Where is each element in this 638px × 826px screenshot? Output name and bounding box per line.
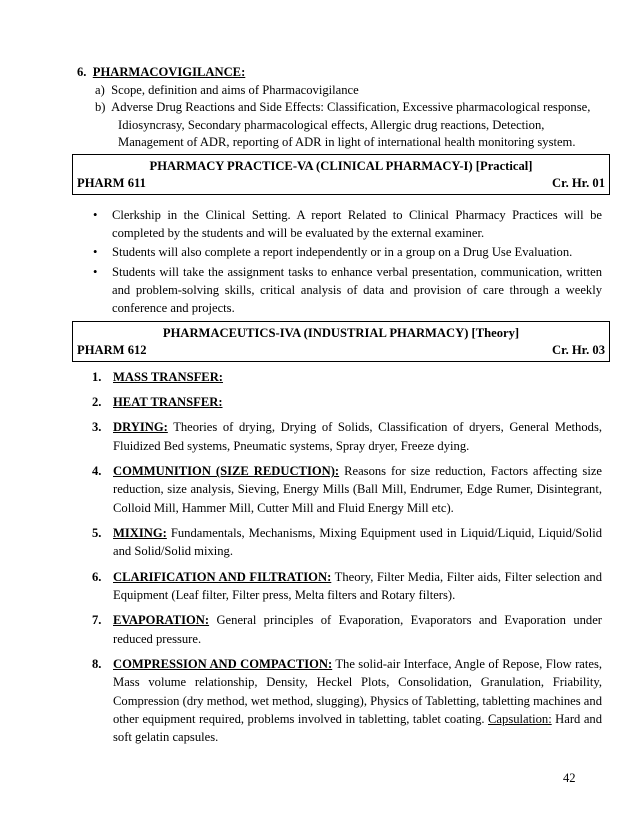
list-item: 4. COMMUNITION (SIZE REDUCTION): Reasons for size reduction, Factors affecting size reduction, size analysis, Sieving, Energy Mills (Ball Mill, Endrumer, Edge Rumer, Disintegrant, Colloid Mill, Hammer Mill, Cutter Mill and Fluid Energy Mill etc). — [92, 464, 602, 515]
course-title: PHARMACEUTICS-IVA (INDUSTRIAL PHARMACY) [Theory] — [162, 326, 520, 340]
list-item: • Students will take the assignment tasks to enhance verbal presentation, communication, written and problem-solving skills, critical analysis of data and provision of care through a weekly conference and projects. — [93, 264, 602, 316]
bullet-icon: • — [93, 245, 98, 260]
item-marker: b) — [95, 100, 106, 114]
bullet-icon: • — [93, 264, 98, 279]
list-item: 1. MASS TRANSFER: — [92, 370, 223, 384]
bullet-icon: • — [93, 208, 98, 222]
course-code: PHARM 611 — [77, 176, 146, 190]
item-marker: a) — [95, 82, 105, 97]
list-item — [77, 99, 607, 117]
topic-heading: COMMUNITION (SIZE REDUCTION): — [113, 464, 340, 479]
topic-list — [92, 368, 602, 754]
item-continuation: Idiosyncrasy, Secondary pharmacological effects, Allergic drug reactions, Detection, — [118, 117, 545, 132]
list-item: 7. EVAPORATION: General principles of Evaporation, Evaporators and Evaporation under reduced pressure. — [92, 613, 602, 646]
topic-heading: DRYING: — [113, 420, 168, 435]
topic-subheading: Capsulation: — [488, 712, 552, 727]
topic-heading: COMPRESSION AND COMPACTION: — [113, 656, 333, 671]
topic-text: Theory, Filter Media, Filter aids, Filter selection and Equipment (Leaf filter, Filter press, Melta filters and Rotary filters). — [113, 569, 603, 603]
topic-text: Fundamentals, Mechanisms, Mixing Equipment used in Liquid/Liquid, Liquid/Solid and Solid/Solid mixing. — [113, 526, 602, 559]
page-number: 42 — [563, 771, 576, 785]
item-text: Scope, definition and aims of Pharmacovigilance — [111, 82, 359, 97]
section-pharmacovigilance — [77, 64, 607, 152]
topic-heading: HEAT TRANSFER: — [113, 395, 223, 410]
topic-heading: MIXING: — [113, 526, 167, 541]
topic-text: The solid-air Interface, Angle of Repose, Flow rates, Mass volume relationship, Density, Heckel Plots, Consolidation, Granulation, Friability, Compression (dry method, wet method, slugging), Physics of Tabletting, tabletting machines and other equipment required, problems involved in tabletting, tablet coating. — [113, 656, 602, 727]
list-item: 2. HEAT TRANSFER: — [92, 395, 223, 410]
list-item: • Clerkship in the Clinical Setting. A report Related to Clinical Pharmacy Practices will be completed by the students and will be evaluated by the external examiner. — [93, 208, 602, 241]
list-item: 5. MIXING: Fundamentals, Mechanisms, Mixing Equipment used in Liquid/Liquid, Liquid/Solid and Solid/Solid mixing. — [92, 526, 602, 559]
course-code: PHARM 612 — [77, 343, 147, 357]
course-header-box — [72, 321, 610, 362]
list-item: • Students will also complete a report independently or in a group on a Drug Use Evaluation. — [92, 243, 602, 261]
list-item: 6. CLARIFICATION AND FILTRATION: Theory, Filter Media, Filter aids, Filter selection and Equipment (Leaf filter, Filter press, Melta filters and Rotary filters). — [92, 569, 603, 603]
section-number: 6. — [77, 65, 87, 79]
section-title: PHARMACOVIGILANCE: — [92, 65, 246, 79]
course-credit: Cr. Hr. 01 — [552, 176, 605, 190]
list-item: 3. DRYING: Theories of drying, Drying of Solids, Classification of dryers, General Methods, Fluidized Bed systems, Pneumatic systems, Spray dryer, Freeze dying. — [92, 420, 602, 453]
topic-text: General principles of Evaporation, Evaporators and Evaporation under reduced pressure. — [113, 613, 602, 646]
topic-heading: EVAPORATION: — [113, 613, 210, 628]
topic-heading: CLARIFICATION AND FILTRATION: — [113, 569, 332, 584]
course-header-box — [72, 154, 610, 195]
course-bullet-list — [92, 206, 602, 318]
course-title: PHARMACY PRACTICE-VA (CLINICAL PHARMACY-I) [Practical] — [149, 159, 533, 173]
list-item: 8. COMPRESSION AND COMPACTION: The solid-air Interface, Angle of Repose, Flow rates, Mass volume relationship, Density, Heckel Plots, Consolidation, Granulation, Friability, Compression (dry method, wet method, slugging), Physics of Tabletting, tabletting machines and other equipment required, problems involved in tabletting, tablet coating. Capsulation: Hard and soft gelatin capsules. — [92, 656, 603, 745]
item-text: Adverse Drug Reactions and Side Effects: Classification, Excessive pharmacological response, — [111, 100, 591, 114]
topic-text: Theories of drying, Drying of Solids, Classification of dryers, General Methods, Fluidized Bed systems, Pneumatic systems, Spray dryer, Freeze dying. — [113, 420, 602, 453]
item-continuation: Management of ADR, reporting of ADR in light of international health monitoring system. — [118, 135, 576, 149]
list-item — [77, 82, 607, 100]
section-heading — [77, 64, 607, 82]
topic-heading: MASS TRANSFER: — [113, 370, 223, 384]
topic-text-extra: Hard and soft gelatin capsules. — [113, 712, 603, 745]
course-credit: Cr. Hr. 03 — [552, 343, 605, 357]
topic-text: Reasons for size reduction, Factors affecting size reduction, size analysis, Sieving, Energy Mills (Ball Mill, Endrumer, Edge Rumer, Disintegrant, Colloid Mill, Hammer Mill, Cutter Mill and Fluid Energy Mill etc). — [113, 464, 602, 515]
